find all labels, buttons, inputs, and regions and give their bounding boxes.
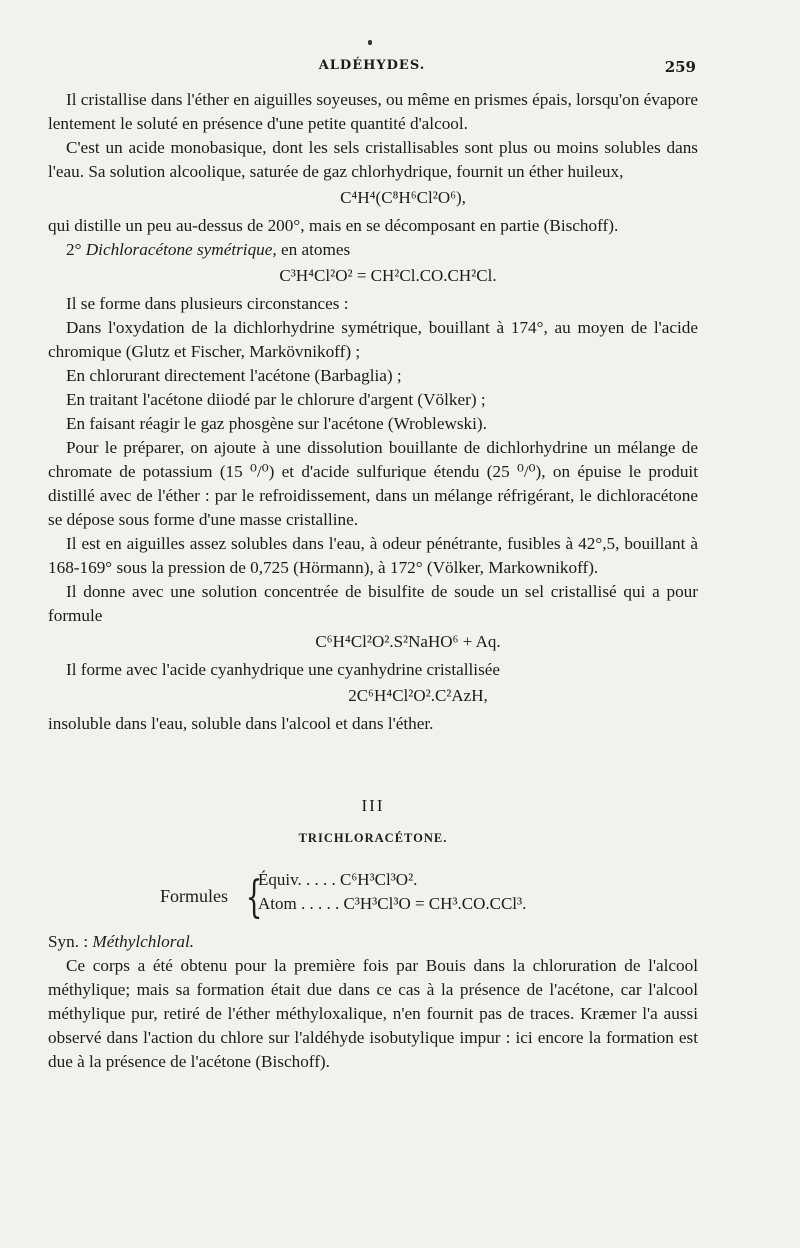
chemical-formula: C³H⁴Cl²O² = CH²Cl.CO.CH²Cl. bbox=[279, 266, 497, 285]
page-header bbox=[48, 58, 696, 84]
paragraph: Il cristallise dans l'éther en aiguilles soyeuses, ou même en prismes épais, lorsqu'on évapore lentement le soluté en présence d'une petite quantité d'alcool. bbox=[48, 90, 698, 133]
print-mark bbox=[368, 40, 372, 45]
paragraph: Ce corps a été obtenu pour la première fois par Bouis dans la chloruration de l'alcool méthylique; mais sa formation était due dans ce cas à la présence de l'acétone, car l'alcool méthylique pur, retiré de l'éther méthyloxalique, n'en fournit pas de traces. Kræmer l'a aussi observé dans l'action du chlore sur l'aldéhyde isobutylique impur : ici encore la formation est due à la présence de l'acétone (Bischoff). bbox=[48, 956, 698, 1071]
paragraph-heading bbox=[48, 238, 698, 262]
page-body bbox=[48, 88, 698, 1074]
atom-formula: Atom . . . . . C³H³Cl³O = CH³.CO.CCl³. bbox=[258, 894, 527, 913]
chemical-formula: C⁴H⁴(C⁸H⁶Cl²O⁶), bbox=[340, 188, 466, 207]
item-number: 2° bbox=[66, 240, 82, 259]
paragraph: En chlorurant directement l'acétone (Barbaglia) ; bbox=[66, 366, 402, 385]
paragraph: qui distille un peu au-dessus de 200°, mais en se décomposant en partie (Bischoff). bbox=[48, 216, 619, 235]
text-run: en atomes bbox=[276, 240, 351, 259]
paragraph: En faisant réagir le gaz phosgène sur l'acétone (Wroblewski). bbox=[66, 414, 487, 433]
page-number: 259 bbox=[664, 58, 696, 76]
chemical-formula: C⁶H⁴Cl²O².S²NaHO⁶ + Aq. bbox=[315, 632, 501, 651]
chemical-formula: 2C⁶H⁴Cl²O².C²AzH, bbox=[348, 686, 488, 705]
paragraph: Il se forme dans plusieurs circonstances : bbox=[66, 294, 349, 313]
paragraph: Dans l'oxydation de la dichlorhydrine symétrique, bouillant à 174°, au moyen de l'acide chromique (Glutz et Fischer, Markövnikoff) ; bbox=[48, 318, 698, 361]
running-title: ALDÉHYDES. bbox=[318, 58, 426, 73]
formules-label: Formules bbox=[160, 886, 229, 906]
paragraph: insoluble dans l'eau, soluble dans l'alcool et dans l'éther. bbox=[48, 714, 434, 733]
paragraph: Il forme avec l'acide cyanhydrique une cyanhydrine cristallisée bbox=[66, 660, 501, 679]
paragraph: Il est en aiguilles assez solubles dans l'eau, à odeur pénétrante, fusibles à 42°,5, bouillant à 168-169° sous la pression de 0,725 (Hörmann), à 172° (Völker, Markownikoff). bbox=[48, 534, 698, 577]
synonym-name: Méthylchloral. bbox=[92, 932, 195, 951]
paragraph: En traitant l'acétone diiodé par le chlorure d'argent (Völker) ; bbox=[66, 390, 486, 409]
compound-name: Dichloracétone symétrique, bbox=[85, 240, 277, 259]
formules-block bbox=[48, 868, 698, 930]
section-title: TRICHLORACÉTONE. bbox=[298, 831, 448, 845]
brace-glyph: { bbox=[245, 872, 263, 923]
paragraph: Pour le préparer, on ajoute à une dissolution bouillante de dichlorhydrine un mélange de chromate de potassium (15 ⁰/⁰) et d'acide sulfurique étendu (25 ⁰/⁰), on épuise le produit distillé avec de l'éther : par le refroidissement, dans un mélange réfrigérant, le dichloracétone se dépose sous forme d'une masse cristalline. bbox=[48, 438, 698, 529]
paragraph: Il donne avec une solution concentrée de bisulfite de soude un sel cristallisé qui a pour formule bbox=[48, 582, 698, 625]
synonym-prefix: Syn. : bbox=[48, 932, 93, 951]
section-number: III bbox=[361, 796, 385, 815]
paragraph: C'est un acide monobasique, dont les sels cristallisables sont plus ou moins solubles dans l'eau. Sa solution alcoolique, saturée de gaz chlorhydrique, fournit un éther huileux, bbox=[48, 138, 698, 181]
equiv-formula: Équiv. . . . . C⁶H³Cl³O². bbox=[258, 870, 418, 889]
synonym-line bbox=[48, 930, 698, 954]
